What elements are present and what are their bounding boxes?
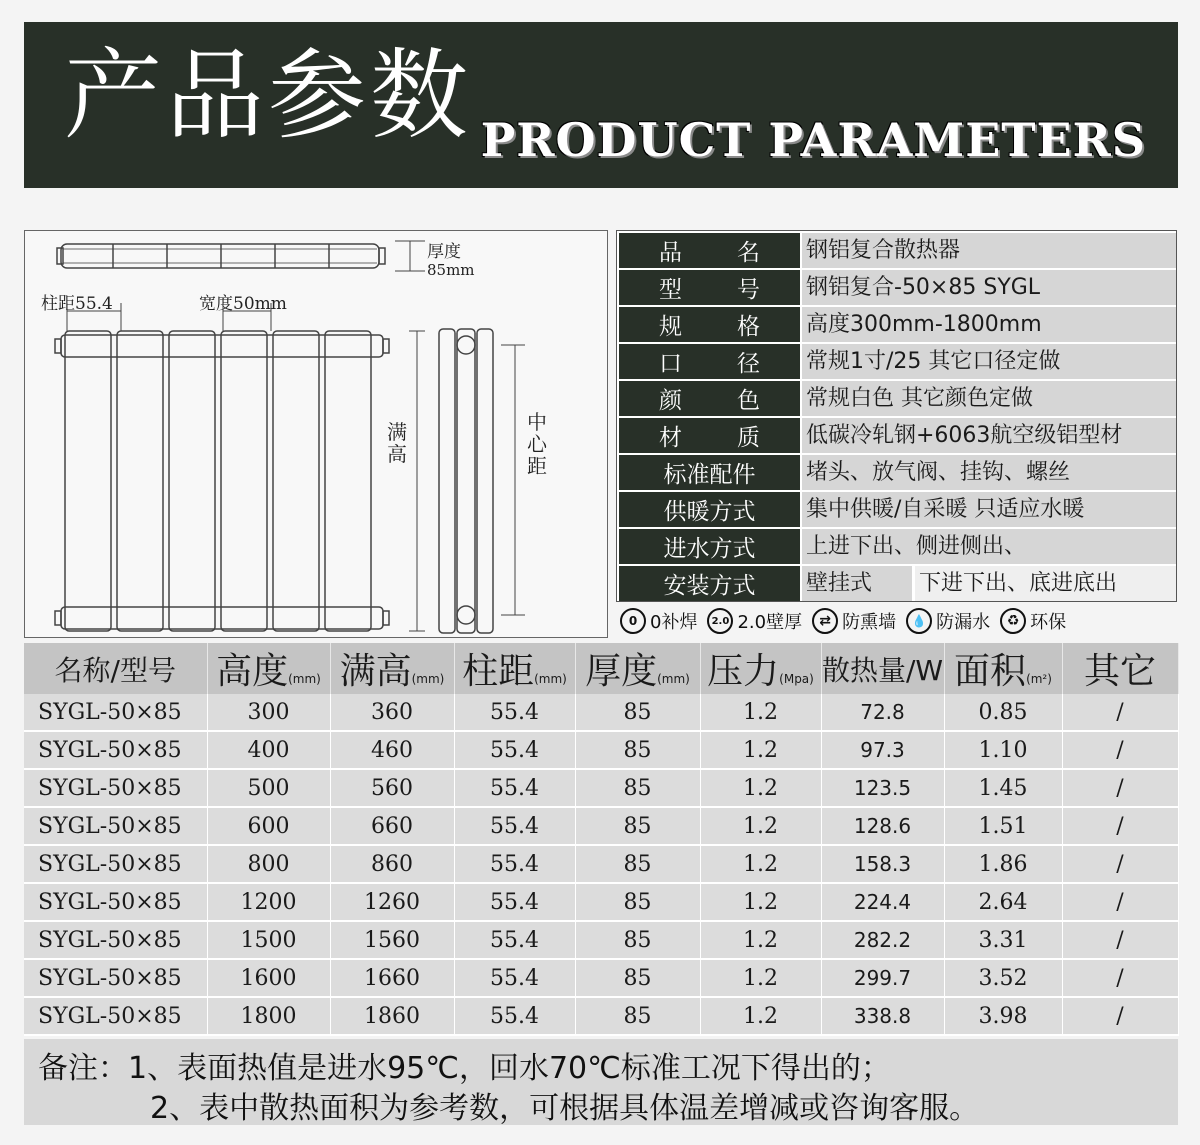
table-cell: 600 xyxy=(207,807,330,845)
table-cell: 3.52 xyxy=(944,959,1062,997)
spec-key: 进水方式 xyxy=(619,529,800,564)
table-cell: 1260 xyxy=(330,883,454,921)
table-cell: 224.4 xyxy=(821,883,944,921)
thickness-label: 厚度 xyxy=(427,242,461,262)
table-body xyxy=(24,694,1178,1035)
table-cell: SYGL-50×85 xyxy=(24,694,207,731)
table-cell: 123.5 xyxy=(821,769,944,807)
page-title-english: PRODUCT PARAMETERS xyxy=(480,113,1146,167)
table-cell: 660 xyxy=(330,807,454,845)
table-cell: 158.3 xyxy=(821,845,944,883)
table-row xyxy=(24,921,1178,959)
table-cell: SYGL-50×85 xyxy=(24,807,207,845)
table-row xyxy=(24,959,1178,997)
table-cell: 85 xyxy=(575,845,700,883)
spec-key: 颜 色 xyxy=(619,381,800,416)
table-cell: 85 xyxy=(575,959,700,997)
spec-value-continued: 下进下出、底进底出 xyxy=(915,566,1176,601)
table-cell: 300 xyxy=(207,694,330,731)
table-cell: / xyxy=(1062,883,1178,921)
column-header: 其它 xyxy=(1062,643,1178,694)
spec-key: 型 号 xyxy=(619,270,800,305)
spec-key: 口 径 xyxy=(619,344,800,379)
spec-row xyxy=(619,418,1176,453)
table-cell: / xyxy=(1062,807,1178,845)
table-cell: 560 xyxy=(330,769,454,807)
table-cell: 1.86 xyxy=(944,845,1062,883)
full-height-label: 满高 xyxy=(387,420,407,466)
spec-key: 安装方式 xyxy=(619,566,800,601)
table-cell: 85 xyxy=(575,883,700,921)
column-header: 高度(mm) xyxy=(207,643,330,694)
spec-value: 壁挂式 xyxy=(802,566,912,601)
note-line-1: 备注：1、表面热值是进水95℃，回水70℃标准工况下得出的； xyxy=(38,1051,891,1086)
spec-key: 品 名 xyxy=(619,233,800,268)
table-cell: 299.7 xyxy=(821,959,944,997)
column-header: 满高(mm) xyxy=(330,643,454,694)
page-title: 产品参数 xyxy=(64,39,473,153)
spec-table xyxy=(616,230,1177,602)
table-row xyxy=(24,997,1178,1035)
table-cell: 85 xyxy=(575,694,700,731)
table-cell: 360 xyxy=(330,694,454,731)
table-cell: SYGL-50×85 xyxy=(24,731,207,769)
table-cell: 1860 xyxy=(330,997,454,1035)
table-cell: 97.3 xyxy=(821,731,944,769)
table-cell: 1660 xyxy=(330,959,454,997)
table-row xyxy=(24,807,1178,845)
model-table xyxy=(24,643,1179,1036)
spec-value: 堵头、放气阀、挂钩、螺丝 xyxy=(802,455,1176,490)
table-cell: 55.4 xyxy=(454,731,575,769)
spec-row xyxy=(619,566,1176,601)
spec-key: 标准配件 xyxy=(619,455,800,490)
table-cell: 1.2 xyxy=(700,959,821,997)
table-cell: SYGL-50×85 xyxy=(24,959,207,997)
spec-row xyxy=(619,455,1176,490)
recycle-icon: ♻ xyxy=(1000,608,1026,634)
spec-value: 上进下出、侧进侧出、 xyxy=(802,529,1176,564)
table-header-row xyxy=(24,643,1178,694)
table-cell: 1600 xyxy=(207,959,330,997)
spec-key: 供暖方式 xyxy=(619,492,800,527)
thickness-icon: 2.0 xyxy=(707,608,733,634)
table-cell: 1200 xyxy=(207,883,330,921)
table-cell: 55.4 xyxy=(454,807,575,845)
top-view-header xyxy=(61,244,379,268)
width-label: 宽度50mm xyxy=(199,294,287,314)
column-header: 压力(Mpa) xyxy=(700,643,821,694)
table-cell: 1.2 xyxy=(700,807,821,845)
spec-value: 钢铝复合散热器 xyxy=(802,233,1176,268)
table-cell: 2.64 xyxy=(944,883,1062,921)
column-header: 面积(m²) xyxy=(944,643,1062,694)
spec-value: 钢铝复合-50×85 SYGL xyxy=(802,270,1176,305)
note-line-2: 2、表中散热面积为参考数，可根据具体温差增减或咨询客服。 xyxy=(150,1091,980,1126)
feature-label: 0补焊 xyxy=(650,612,698,633)
feature-no-weld xyxy=(616,608,697,634)
spec-key: 规 格 xyxy=(619,307,800,342)
table-cell: 3.98 xyxy=(944,997,1062,1035)
spec-row xyxy=(619,344,1176,379)
spec-value: 常规1寸/25 其它口径定做 xyxy=(802,344,1176,379)
arrows-icon: ⇄ xyxy=(812,608,838,634)
table-cell: 55.4 xyxy=(454,997,575,1035)
table-cell: 1500 xyxy=(207,921,330,959)
center-distance-label: 中心距 xyxy=(527,410,547,478)
spec-row xyxy=(619,529,1176,564)
water-drop-icon: 💧 xyxy=(906,608,932,634)
column-header: 柱距(mm) xyxy=(454,643,575,694)
spec-value: 高度300mm-1800mm xyxy=(802,307,1176,342)
table-cell: 1.2 xyxy=(700,694,821,731)
table-row xyxy=(24,731,1178,769)
spec-key: 材 质 xyxy=(619,418,800,453)
table-cell: 55.4 xyxy=(454,883,575,921)
table-cell: 1.45 xyxy=(944,769,1062,807)
table-cell: SYGL-50×85 xyxy=(24,997,207,1035)
spec-value: 常规白色 其它颜色定做 xyxy=(802,381,1176,416)
table-cell: 1560 xyxy=(330,921,454,959)
header-banner xyxy=(24,22,1178,188)
table-cell: 1.51 xyxy=(944,807,1062,845)
table-cell: 1.2 xyxy=(700,997,821,1035)
table-cell: 1.10 xyxy=(944,731,1062,769)
table-cell: SYGL-50×85 xyxy=(24,921,207,959)
table-cell: 85 xyxy=(575,731,700,769)
column-header: 散热量/W xyxy=(821,643,944,694)
table-cell: / xyxy=(1062,921,1178,959)
column-header: 名称/型号 xyxy=(24,643,207,694)
notes-box xyxy=(24,1039,1178,1125)
table-cell: / xyxy=(1062,845,1178,883)
table-cell: 860 xyxy=(330,845,454,883)
table-cell: 55.4 xyxy=(454,769,575,807)
table-cell: 85 xyxy=(575,769,700,807)
column-header: 厚度(mm) xyxy=(575,643,700,694)
table-cell: 1.2 xyxy=(700,769,821,807)
table-cell: 55.4 xyxy=(454,959,575,997)
feature-strip xyxy=(616,604,1177,638)
table-cell: 282.2 xyxy=(821,921,944,959)
table-cell: 1.2 xyxy=(700,883,821,921)
table-cell: 55.4 xyxy=(454,845,575,883)
table-cell: 3.31 xyxy=(944,921,1062,959)
spec-row xyxy=(619,270,1176,305)
table-cell: 800 xyxy=(207,845,330,883)
table-cell: SYGL-50×85 xyxy=(24,845,207,883)
feature-label: 2.0壁厚 xyxy=(737,612,803,633)
table-cell: / xyxy=(1062,997,1178,1035)
feature-leak-proof xyxy=(902,608,990,634)
table-cell: 1.2 xyxy=(700,921,821,959)
table-cell: 1800 xyxy=(207,997,330,1035)
table-cell: 338.8 xyxy=(821,997,944,1035)
spec-row xyxy=(619,307,1176,342)
table-row xyxy=(24,694,1178,731)
table-cell: 460 xyxy=(330,731,454,769)
table-row xyxy=(24,769,1178,807)
table-cell: 55.4 xyxy=(454,694,575,731)
feature-label: 防漏水 xyxy=(936,612,991,633)
spec-row xyxy=(619,381,1176,416)
feature-label: 防熏墙 xyxy=(842,612,897,633)
table-cell: SYGL-50×85 xyxy=(24,883,207,921)
table-cell: 1.2 xyxy=(700,845,821,883)
pitch-label: 柱距55.4 xyxy=(41,294,113,314)
table-cell: 55.4 xyxy=(454,921,575,959)
table-row xyxy=(24,883,1178,921)
feature-anti-smoke xyxy=(808,608,896,634)
table-cell: 72.8 xyxy=(821,694,944,731)
table-cell: 128.6 xyxy=(821,807,944,845)
thickness-value: 85mm xyxy=(427,261,475,279)
table-cell: 1.2 xyxy=(700,731,821,769)
table-cell: 500 xyxy=(207,769,330,807)
table-cell: / xyxy=(1062,731,1178,769)
spec-value: 低碳冷轧钢+6063航空级铝型材 xyxy=(802,418,1176,453)
table-cell: 85 xyxy=(575,921,700,959)
table-cell: 85 xyxy=(575,997,700,1035)
table-row xyxy=(24,845,1178,883)
spec-row xyxy=(619,233,1176,268)
product-diagram xyxy=(24,230,608,638)
zero-weld-icon: 0 xyxy=(620,608,646,634)
spec-row xyxy=(619,492,1176,527)
table-cell: 0.85 xyxy=(944,694,1062,731)
feature-label: 环保 xyxy=(1030,612,1067,633)
table-cell: 85 xyxy=(575,807,700,845)
table-cell: SYGL-50×85 xyxy=(24,769,207,807)
feature-wall-thickness xyxy=(703,608,802,634)
table-cell: / xyxy=(1062,694,1178,731)
table-cell: 400 xyxy=(207,731,330,769)
feature-eco xyxy=(996,608,1066,634)
spec-value: 集中供暖/自采暖 只适应水暖 xyxy=(802,492,1176,527)
table-cell: / xyxy=(1062,959,1178,997)
table-cell: / xyxy=(1062,769,1178,807)
